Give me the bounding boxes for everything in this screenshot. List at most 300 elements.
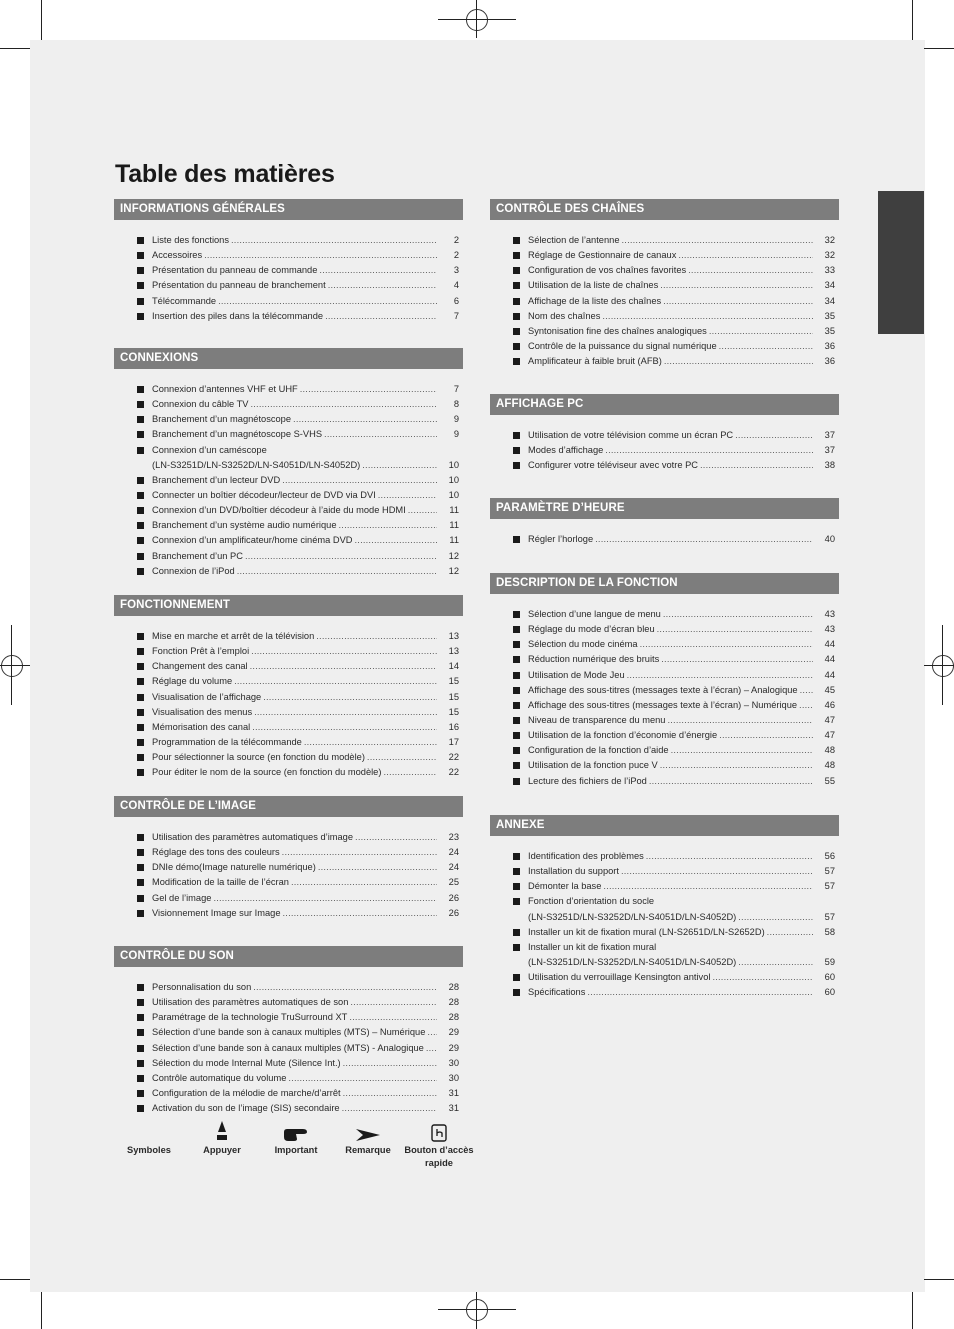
- toc-entry-label: Réglage du volume: [152, 676, 233, 687]
- toc-entry-label: Connexion d’antennes VHF et UHF: [152, 384, 298, 394]
- toc-entry-label: Connexion d’un caméscope: [152, 444, 267, 455]
- toc-entry-page: 37: [824, 430, 835, 440]
- toc-entry[interactable]: [114, 906, 463, 921]
- dot-leader: [291, 875, 437, 890]
- toc-entry[interactable]: [114, 503, 463, 518]
- square-bullet-icon: [137, 386, 144, 393]
- toc-entry-page: 7: [453, 384, 459, 394]
- square-bullet-icon: [137, 568, 144, 575]
- square-bullet-icon: [513, 672, 520, 679]
- toc-entry[interactable]: [114, 735, 463, 750]
- toc-entry[interactable]: [114, 294, 463, 309]
- toc-entry[interactable]: [114, 1010, 463, 1025]
- toc-entry[interactable]: [114, 1056, 463, 1071]
- toc-entry[interactable]: [114, 674, 463, 689]
- toc-list: [490, 519, 839, 547]
- dot-leader: [282, 845, 437, 860]
- toc-list: [114, 220, 463, 324]
- toc-entry-page: 35: [824, 325, 835, 336]
- dot-leader: [661, 652, 813, 667]
- square-bullet-icon: [513, 432, 520, 439]
- toc-entry-label: Utilisation de la fonction puce V: [528, 760, 658, 771]
- toc-list: [114, 616, 463, 780]
- square-bullet-icon: [137, 282, 144, 289]
- dot-leader: [213, 891, 437, 906]
- square-bullet-icon: [137, 910, 144, 917]
- toc-entry[interactable]: [114, 1086, 463, 1101]
- toc-entry-page: 15: [448, 706, 459, 717]
- square-bullet-icon: [137, 879, 144, 886]
- toc-entry[interactable]: [490, 652, 839, 667]
- square-bullet-icon: [513, 868, 520, 875]
- toc-entry[interactable]: [114, 278, 463, 293]
- dot-leader: [316, 629, 437, 644]
- crop-mark: [0, 1279, 30, 1280]
- toc-entry[interactable]: [490, 532, 839, 547]
- toc-entry[interactable]: [114, 412, 463, 427]
- square-bullet-icon: [137, 522, 144, 529]
- square-bullet-icon: [137, 864, 144, 871]
- registration-mark-icon: [466, 1299, 488, 1321]
- toc-entry-label: Sélection d’une bande son à canaux multiples (MTS) - Analogique: [152, 1042, 424, 1053]
- square-bullet-icon: [137, 709, 144, 716]
- toc-entry-label: Sélection de l’antenne: [528, 235, 620, 245]
- dot-leader: [709, 324, 813, 339]
- toc-entry-label: Installation du support: [528, 866, 619, 877]
- toc-entry-page: 36: [824, 356, 835, 367]
- toc-entry[interactable]: [490, 955, 839, 970]
- toc-entry-page: 32: [824, 235, 835, 245]
- square-bullet-icon: [137, 694, 144, 701]
- dot-leader: [367, 750, 437, 765]
- toc-entry[interactable]: [490, 728, 839, 743]
- toc-entry-label: Amplificateur à faible bruit (AFB): [528, 356, 662, 367]
- toc-entry-page: 35: [824, 310, 835, 321]
- toc-entry[interactable]: [114, 443, 463, 458]
- dot-leader: [288, 1071, 437, 1086]
- dot-leader: [250, 659, 437, 674]
- toc-entry[interactable]: [490, 758, 839, 773]
- toc-entry-page: 15: [448, 691, 459, 702]
- toc-entry-page: 43: [824, 624, 835, 635]
- toc-entry[interactable]: [114, 309, 463, 324]
- crop-mark: [11, 625, 12, 705]
- toc-entry[interactable]: [114, 875, 463, 890]
- dot-leader: [250, 397, 437, 412]
- section-heading: FONCTIONNEMENT: [114, 595, 463, 616]
- toc-entry[interactable]: [114, 549, 463, 564]
- section-heading: INFORMATIONS GÉNÉRALES: [114, 199, 463, 220]
- toc-section: [114, 348, 463, 579]
- toc-entry-page: 33: [824, 265, 835, 276]
- toc-entry-page: 15: [448, 676, 459, 687]
- toc-section: [114, 946, 463, 1116]
- section-heading: CONTRÔLE DES CHAÎNES: [490, 199, 839, 220]
- crop-mark: [924, 48, 954, 49]
- toc-entry[interactable]: [114, 860, 463, 875]
- dot-leader: [325, 309, 437, 324]
- toc-entry-page: 11: [449, 505, 459, 516]
- dot-leader: [660, 758, 813, 773]
- toc-entry-page: 34: [824, 280, 835, 291]
- toc-entry-label: Utilisation du verrouillage Kensington antivol: [528, 972, 711, 983]
- toc-entry-label: DNIe démo(Image naturelle numérique): [152, 862, 316, 873]
- toc-entry[interactable]: [490, 233, 839, 248]
- toc-entry-page: 23: [448, 832, 459, 842]
- dot-leader: [304, 735, 437, 750]
- square-bullet-icon: [513, 252, 520, 259]
- square-bullet-icon: [513, 358, 520, 365]
- dot-leader: [355, 830, 437, 845]
- toc-entry[interactable]: [490, 294, 839, 309]
- toc-entry-label: Gel de l’image: [152, 892, 212, 903]
- toc-entry-page: 16: [448, 721, 459, 732]
- toc-entry-page: 22: [448, 767, 459, 778]
- toc-entry-label: Visualisation de l’affichage: [152, 691, 262, 702]
- toc-entry[interactable]: [114, 518, 463, 533]
- toc-entry-label: Personnalisation du son: [152, 982, 252, 992]
- dot-leader: [663, 607, 813, 622]
- toc-entry[interactable]: [490, 970, 839, 985]
- dot-leader: [587, 985, 813, 1000]
- toc-entry[interactable]: [114, 248, 463, 263]
- toc-entry[interactable]: [114, 397, 463, 412]
- toc-entry[interactable]: [114, 891, 463, 906]
- dot-leader: [738, 910, 813, 925]
- toc-entry[interactable]: [114, 233, 463, 248]
- toc-entry-label: Régler l’horloge: [528, 534, 594, 544]
- square-bullet-icon: [513, 762, 520, 769]
- toc-entry-label: Présentation du panneau de commande: [152, 265, 318, 276]
- toc-entry[interactable]: [490, 683, 839, 698]
- toc-entry[interactable]: [490, 309, 839, 324]
- toc-entry[interactable]: [490, 940, 839, 955]
- dot-leader: [234, 674, 437, 689]
- toc-entry-label: Modification de la taille de l’écran: [152, 877, 289, 888]
- dot-leader: [378, 488, 437, 503]
- toc-entry[interactable]: [114, 1071, 463, 1086]
- toc-entry[interactable]: [114, 765, 463, 780]
- toc-entry-page: 17: [448, 736, 459, 747]
- square-bullet-icon: [513, 282, 520, 289]
- toc-entry-label: Utilisation de la liste de chaînes: [528, 280, 659, 291]
- toc-entry-label: Sélection d’une langue de menu: [528, 609, 661, 619]
- square-bullet-icon: [513, 298, 520, 305]
- square-bullet-icon: [137, 663, 144, 670]
- toc-entry[interactable]: [490, 774, 839, 789]
- toc-entry-page: 32: [824, 250, 835, 261]
- crop-mark: [912, 1292, 913, 1329]
- toc-entry[interactable]: [114, 995, 463, 1010]
- toc-entry-label: Branchement d’un magnétoscope: [152, 414, 292, 425]
- square-bullet-icon: [137, 1045, 144, 1052]
- toc-entry-page: 60: [824, 987, 835, 998]
- square-bullet-icon: [513, 747, 520, 754]
- section-heading: CONNEXIONS: [114, 348, 463, 369]
- toc-entry-label: Paramétrage de la technologie TruSurround XT: [152, 1012, 348, 1023]
- toc-entry-label: Sélection du mode Internal Mute (Silence Int.): [152, 1057, 341, 1068]
- toc-entry[interactable]: [490, 339, 839, 354]
- square-bullet-icon: [137, 633, 144, 640]
- dot-leader: [649, 774, 813, 789]
- dot-leader: [293, 412, 437, 427]
- toc-entry-label: Télécommande: [152, 295, 217, 306]
- dot-leader: [204, 248, 437, 263]
- dot-leader: [254, 705, 437, 720]
- toc-entry-label: (LN-S3251D/LN-S3252D/LN-S4051D/LN-S4052D): [152, 459, 361, 470]
- toc-entry[interactable]: [490, 668, 839, 683]
- dot-leader: [700, 458, 813, 473]
- toc-entry[interactable]: [114, 1101, 463, 1116]
- toc-entry[interactable]: [114, 473, 463, 488]
- toc-entry-page: 57: [824, 911, 835, 922]
- square-bullet-icon: [513, 447, 520, 454]
- toc-entry-page: 28: [448, 997, 459, 1008]
- toc-entry[interactable]: [490, 985, 839, 1000]
- dot-leader: [328, 278, 437, 293]
- dot-leader: [678, 248, 813, 263]
- toc-entry-label: Fonction Prêt à l’emploi: [152, 646, 250, 657]
- square-bullet-icon: [137, 1105, 144, 1112]
- legend-one-touch-button: [404, 1118, 474, 1170]
- dot-leader: [738, 955, 813, 970]
- toc-entry-label: Modes d’affichage: [528, 445, 604, 456]
- toc-entry[interactable]: [114, 533, 463, 548]
- dot-leader: [318, 860, 437, 875]
- toc-entry[interactable]: [490, 458, 839, 473]
- toc-entry[interactable]: [114, 382, 463, 397]
- toc-entry-page: 10: [448, 459, 459, 470]
- legend-symbols: [116, 1118, 182, 1157]
- square-bullet-icon: [137, 739, 144, 746]
- square-bullet-icon: [513, 343, 520, 350]
- toc-entry[interactable]: [114, 488, 463, 503]
- legend-label: Remarque: [345, 1145, 391, 1155]
- toc-entry-page: 48: [824, 745, 835, 756]
- toc-list: [114, 817, 463, 921]
- toc-entry-label: Utilisation de votre télévision comme un écran PC: [528, 430, 734, 440]
- toc-entry-page: 34: [824, 295, 835, 306]
- square-bullet-icon: [137, 1060, 144, 1067]
- toc-entry[interactable]: [114, 980, 463, 995]
- toc-entry-label: Connexion du câble TV: [152, 399, 249, 410]
- crop-mark: [41, 0, 42, 40]
- toc-entry[interactable]: [490, 278, 839, 293]
- toc-entry-page: 3: [453, 265, 459, 276]
- toc-entry-page: 60: [824, 972, 835, 983]
- toc-list: [490, 220, 839, 369]
- registration-mark-icon: [932, 655, 954, 677]
- square-bullet-icon: [137, 1075, 144, 1082]
- toc-entry[interactable]: [114, 427, 463, 442]
- square-bullet-icon: [513, 237, 520, 244]
- dot-leader: [349, 1010, 437, 1025]
- toc-entry[interactable]: [490, 637, 839, 652]
- toc-entry[interactable]: [490, 622, 839, 637]
- toc-entry-page: 44: [824, 639, 835, 650]
- toc-list: [490, 836, 839, 1000]
- section-heading: PARAMÈTRE D’HEURE: [490, 498, 839, 519]
- toc-entry-label: Sélection du mode cinéma: [528, 639, 638, 650]
- crop-mark: [476, 1292, 477, 1329]
- legend-label: Important: [274, 1145, 318, 1155]
- toc-entry-page: 30: [448, 1057, 459, 1068]
- toc-entry[interactable]: [490, 713, 839, 728]
- toc-entry-page: 30: [448, 1072, 459, 1083]
- toc-entry-page: 44: [824, 669, 835, 680]
- toc-entry-page: 44: [824, 654, 835, 665]
- dot-leader: [667, 713, 813, 728]
- toc-entry-page: 36: [824, 340, 835, 351]
- toc-entry-label: Réduction numérique des bruits: [528, 654, 660, 665]
- toc-entry[interactable]: [114, 690, 463, 705]
- toc-entry-label: Branchement d’un système audio numérique: [152, 520, 337, 531]
- toc-entry[interactable]: [490, 894, 839, 909]
- toc-entry[interactable]: [114, 1041, 463, 1056]
- toc-entry-label: Réglage de Gestionnaire de canaux: [528, 250, 677, 261]
- toc-entry[interactable]: [114, 458, 463, 473]
- toc-entry-page: 13: [448, 631, 459, 641]
- toc-entry[interactable]: [490, 443, 839, 458]
- toc-entry-label: Identification des problèmes: [528, 851, 644, 861]
- toc-entry-label: Configuration de vos chaînes favorites: [528, 265, 687, 276]
- toc-entry-label: Activation du son de l’image (SIS) secondaire: [152, 1103, 340, 1114]
- toc-entry[interactable]: [490, 248, 839, 263]
- toc-entry[interactable]: [490, 864, 839, 879]
- toc-entry-page: 31: [448, 1103, 459, 1114]
- toc-entry-label: Mémorisation des canal: [152, 721, 251, 732]
- toc-entry-label: Démonter la base: [528, 881, 602, 892]
- dot-leader: [339, 518, 438, 533]
- toc-entry[interactable]: [114, 720, 463, 735]
- toc-entry-label: Fonction d’orientation du socle: [528, 896, 655, 907]
- dot-leader: [237, 564, 437, 579]
- dot-leader: [263, 690, 437, 705]
- square-bullet-icon: [513, 702, 520, 709]
- toc-entry[interactable]: [114, 564, 463, 579]
- toc-entry[interactable]: [114, 659, 463, 674]
- square-bullet-icon: [137, 477, 144, 484]
- toc-entry-label: Connecter un boîtier décodeur/lecteur de DVD via DVI: [152, 489, 376, 500]
- toc-entry-page: 7: [453, 310, 459, 321]
- toc-entry-label: Configurer votre téléviseur avec votre PC: [528, 460, 698, 471]
- toc-entry[interactable]: [490, 428, 839, 443]
- square-bullet-icon: [137, 1029, 144, 1036]
- square-bullet-icon: [513, 313, 520, 320]
- dot-leader: [350, 995, 437, 1010]
- legend-important: [266, 1118, 326, 1157]
- toc-entry[interactable]: [490, 263, 839, 278]
- crop-mark: [0, 665, 30, 666]
- toc-entry[interactable]: [490, 849, 839, 864]
- dot-leader: [283, 906, 437, 921]
- dot-leader: [383, 765, 437, 780]
- toc-entry[interactable]: [114, 705, 463, 720]
- toc-section: [490, 815, 839, 1000]
- toc-entry[interactable]: [490, 925, 839, 940]
- toc-entry-page: 2: [453, 235, 459, 245]
- square-bullet-icon: [137, 252, 144, 259]
- toc-entry[interactable]: [490, 354, 839, 369]
- square-bullet-icon: [137, 313, 144, 320]
- toc-entry-label: Installer un kit de fixation mural: [528, 941, 657, 952]
- dot-leader: [426, 1041, 437, 1056]
- dot-leader: [622, 233, 814, 248]
- toc-entry[interactable]: [114, 1025, 463, 1040]
- dot-leader: [735, 428, 813, 443]
- square-bullet-icon: [137, 648, 144, 655]
- toc-entry[interactable]: [490, 879, 839, 894]
- toc-entry[interactable]: [114, 830, 463, 845]
- toc-entry[interactable]: [490, 698, 839, 713]
- toc-entry[interactable]: [114, 644, 463, 659]
- square-bullet-icon: [513, 328, 520, 335]
- square-bullet-icon: [513, 267, 520, 274]
- dot-leader: [231, 233, 437, 248]
- crop-mark: [41, 1292, 42, 1329]
- toc-entry-page: 29: [448, 1027, 459, 1038]
- square-bullet-icon: [137, 1014, 144, 1021]
- toc-entry-label: Spécifications: [528, 987, 586, 998]
- toc-entry[interactable]: [114, 845, 463, 860]
- section-heading: AFFICHAGE PC: [490, 394, 839, 415]
- square-bullet-icon: [137, 769, 144, 776]
- toc-entry[interactable]: [114, 629, 463, 644]
- dot-leader: [767, 925, 813, 940]
- dot-leader: [252, 720, 437, 735]
- square-bullet-icon: [137, 401, 144, 408]
- dot-leader: [657, 622, 813, 637]
- dot-leader: [251, 644, 437, 659]
- crop-mark: [924, 665, 954, 666]
- square-bullet-icon: [513, 974, 520, 981]
- toc-entry-label: Visualisation des menus: [152, 706, 253, 717]
- toc-entry-page: 14: [448, 661, 459, 672]
- toc-entry-label: Branchement d’un PC: [152, 550, 243, 561]
- toc-entry[interactable]: [490, 743, 839, 758]
- toc-entry[interactable]: [490, 607, 839, 622]
- toc-entry-label: Accessoires: [152, 250, 203, 261]
- toc-entry-label: Connexion d’un DVD/boîtier décodeur à l’aide du mode HDMI: [152, 505, 406, 516]
- square-bullet-icon: [513, 626, 520, 633]
- dot-leader: [282, 473, 437, 488]
- toc-entry-page: 4: [453, 280, 459, 291]
- square-bullet-icon: [513, 462, 520, 469]
- dot-leader: [427, 1025, 437, 1040]
- toc-entry-label: Changement des canal: [152, 661, 248, 672]
- toc-entry-page: 38: [824, 460, 835, 471]
- toc-entry-label: Configuration de la fonction d’aide: [528, 745, 669, 756]
- dot-leader: [800, 683, 813, 698]
- toc-entry-label: Niveau de transparence du menu: [528, 714, 666, 725]
- toc-entry[interactable]: [490, 910, 839, 925]
- toc-entry-page: 31: [448, 1087, 459, 1098]
- toc-entry-label: Réglage du mode d’écran bleu: [528, 624, 655, 635]
- toc-entry-label: Pour sélectionner la source (en fonction du modèle): [152, 752, 365, 763]
- square-bullet-icon: [137, 834, 144, 841]
- toc-entry-label: Branchement d’un magnétoscope S-VHS: [152, 429, 323, 440]
- toc-entry[interactable]: [114, 263, 463, 278]
- toc-entry[interactable]: [490, 324, 839, 339]
- toc-entry[interactable]: [114, 750, 463, 765]
- toc-entry-label: Nom des chaînes: [528, 310, 601, 321]
- dot-leader: [663, 294, 813, 309]
- toc-entry-page: 40: [824, 534, 835, 544]
- square-bullet-icon: [513, 641, 520, 648]
- dot-leader: [719, 728, 813, 743]
- toc-entry-page: 25: [448, 877, 459, 888]
- dot-leader: [664, 354, 813, 369]
